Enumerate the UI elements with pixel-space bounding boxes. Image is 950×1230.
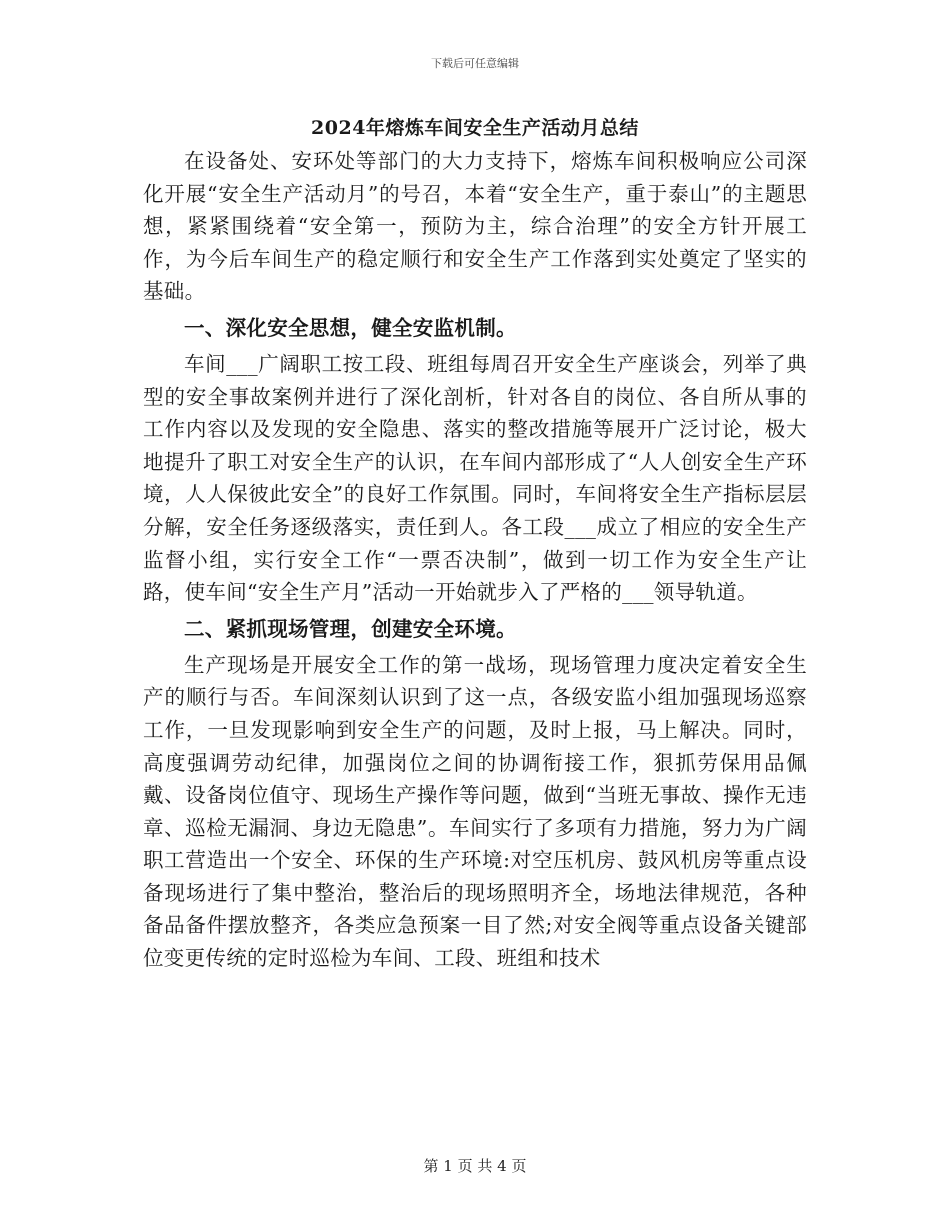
header-note: 下载后可任意编辑 — [431, 57, 519, 70]
document-title: 2024年熔炼车间安全生产活动月总结 — [311, 117, 639, 139]
page-number: 第 1 页 共 4 页 — [423, 1157, 527, 1175]
section-1-heading: 一、深化安全思想，健全安监机制。 — [184, 315, 517, 340]
document-body — [143, 113, 807, 975]
intro-paragraph: 在设备处、安环处等部门的大力支持下，熔炼车间积极响应公司深化开展“安全生产活动月”的号召，本着“安全生产，重于泰山”的主题思想，紧紧围绕着“安全第一，预防为主，综合治理”的安全方针开展工作，为今后车间生产的稳定顺行和安全生产工作落到实处奠定了坚实的基础。 — [143, 149, 807, 304]
section-2-paragraph: 生产现场是开展安全工作的第一战场，现场管理力度决定着安全生产的顺行与否。车间深刻认识到了这一点，各级安监小组加强现场巡察工作，一旦发现影响到安全生产的问题，及时上报，马上解决。同时，高度强调劳动纪律，加强岗位之间的协调衔接工作，狠抓劳保用品佩戴、设备岗位值守、现场生产操作等问题，做到“当班无事故、操作无违章、巡检无漏洞、身边无隐患”。车间实行了多项有力措施，努力为广阔职工营造出一个安全、环保的生产环境:对空压机房、鼓风机房等重点设备现场进行了集中整治，整治后的现场照明齐全，场地法律规范，各种备品备件摆放整齐，各类应急预案一目了然;对安全阀等重点设备关键部位变更传统的定时巡检为车间、工段、班组和技术 — [143, 652, 807, 971]
section-2-heading: 二、紧抓现场管理，创建安全环境。 — [184, 616, 517, 641]
section-1-paragraph: 车间___广阔职工按工段、班组每周召开安全生产座谈会，列举了典型的安全事故案例并进行了深化剖析，针对各自的岗位、各自所从事的工作内容以及发现的安全隐患、落实的整改措施等展开广泛讨论，极大地提升了职工对安全生产的认识，在车间内部形成了“人人创安全生产环境，人人保彼此安全”的良好工作氛围。同时，车间将安全生产指标层层分解，安全任务逐级落实，责任到人。各工段___成立了相应的安全生产监督小组，实行安全工作“一票否决制”，做到一切工作为安全生产让路，使车间“安全生产月”活动一开始就步入了严格的___领导轨道。 — [143, 351, 807, 605]
